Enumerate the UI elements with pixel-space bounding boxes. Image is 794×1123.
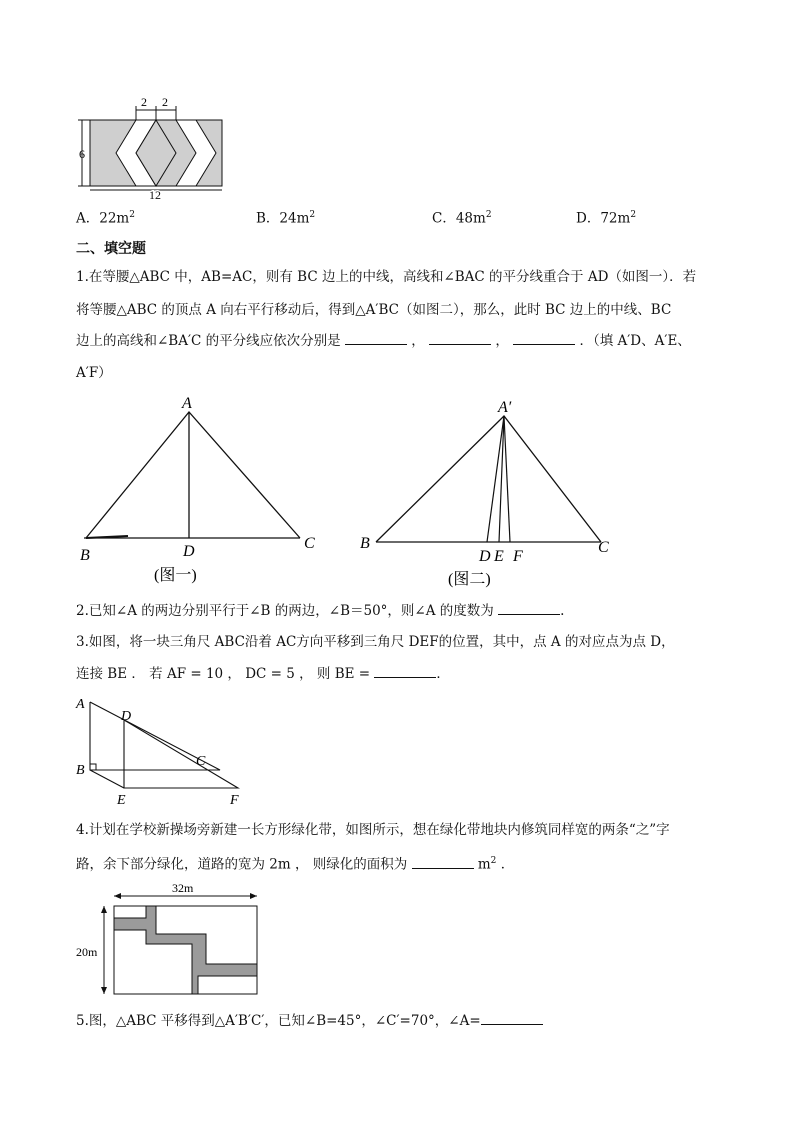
fig1-label-B: B [80,547,90,564]
q1-line1: 1.在等腰△ABC 中，AB=AC，则有 BC 边上的中线，高线和∠BAC 的平分线重合于 AD（如图一）．若 [76,269,697,285]
figure-4-green-belt [74,878,274,998]
fig1-caption: (图一) [154,567,197,584]
q1-blank-2[interactable] [429,332,491,345]
q1-line3: 边上的高线和∠BA′C 的平分线应依次分别是 ， ， ．（填 A′D、A′E、 [76,333,691,349]
dim-top-left: 2 [141,95,147,109]
dim-height: 6 [79,147,85,161]
fig2-label-C: C [598,539,609,556]
fig3-label-B: B [76,763,85,778]
q1-line4: A′F） [76,365,112,381]
figure-rectangle-diamond [70,92,240,202]
option-d[interactable]: D．$72m^2$ [576,210,637,227]
fig2-label-D: D [479,548,491,565]
q5-blank[interactable] [481,1012,543,1025]
fig2-label-A: A′ [498,399,512,416]
fig3-label-F: F [230,793,239,808]
option-c[interactable]: C．$48m^2$ [432,210,492,227]
q4-line2: 路，余下部分绿化，道路的宽为 2m ， 则绿化的面积为 $m^2$ ． [76,856,515,873]
q2-line: 2.已知∠A 的两边分别平行于∠B 的两边，∠B＝50°，则∠A 的度数为 . [76,603,565,619]
fig2-label-F: F [513,548,523,565]
q5-line: 5.图，△ABC 平移得到△A′B′C′，已知∠B=45°，∠C′=70°，∠A= [76,1011,543,1031]
section-title: 二、填空题 [76,241,146,257]
dim-width: 12 [149,188,161,202]
q3-line2: 连接 BE ． 若 AF = 10 ， DC = 5 ， 则 BE = ． [76,666,450,682]
q1-line2: 将等腰△ABC 的顶点 A 向右平行移动后，得到△A′BC（如图二），那么，此时 BC 边上的中线、BC [76,302,672,318]
q4-blank[interactable] [412,856,474,869]
fig3-label-A: A [76,697,85,712]
fig1-label-D: D [183,543,195,560]
q2-blank[interactable] [498,602,560,615]
fig3-label-D: D [121,709,132,724]
fig4-width-label: 32m [172,881,194,895]
option-a[interactable]: A．$22m^2$ [76,210,135,227]
figure-2-triangle [356,390,626,590]
figure-3-translated-triangles [70,690,260,810]
fig1-label-C: C [304,535,315,552]
figure-1-triangle [76,390,326,590]
fig3-label-C: C [196,754,206,769]
q4-line1: 4.计划在学校新操场旁新建一长方形绿化带，如图所示，想在绿化带地块内修筑同样宽的两条“之”字 [76,822,670,838]
q1-blank-3[interactable] [513,332,575,345]
dim-top-right: 2 [162,95,168,109]
q3-blank[interactable] [374,665,436,678]
fig4-height-label: 20m [76,945,98,959]
q3-line1: 3.如图，将一块三角尺 ABC沿着 AC方向平移到三角尺 DEF的位置，其中，点 A 的对应点为点 D， [76,634,675,650]
fig1-label-A: A [182,395,192,412]
fig3-label-E: E [117,793,126,808]
q1-blank-1[interactable] [345,332,407,345]
fig2-label-B: B [360,535,370,552]
fig2-caption: (图二) [448,571,491,588]
fig2-label-E: E [494,548,504,565]
option-b[interactable]: B．$24m^2$ [256,210,316,227]
